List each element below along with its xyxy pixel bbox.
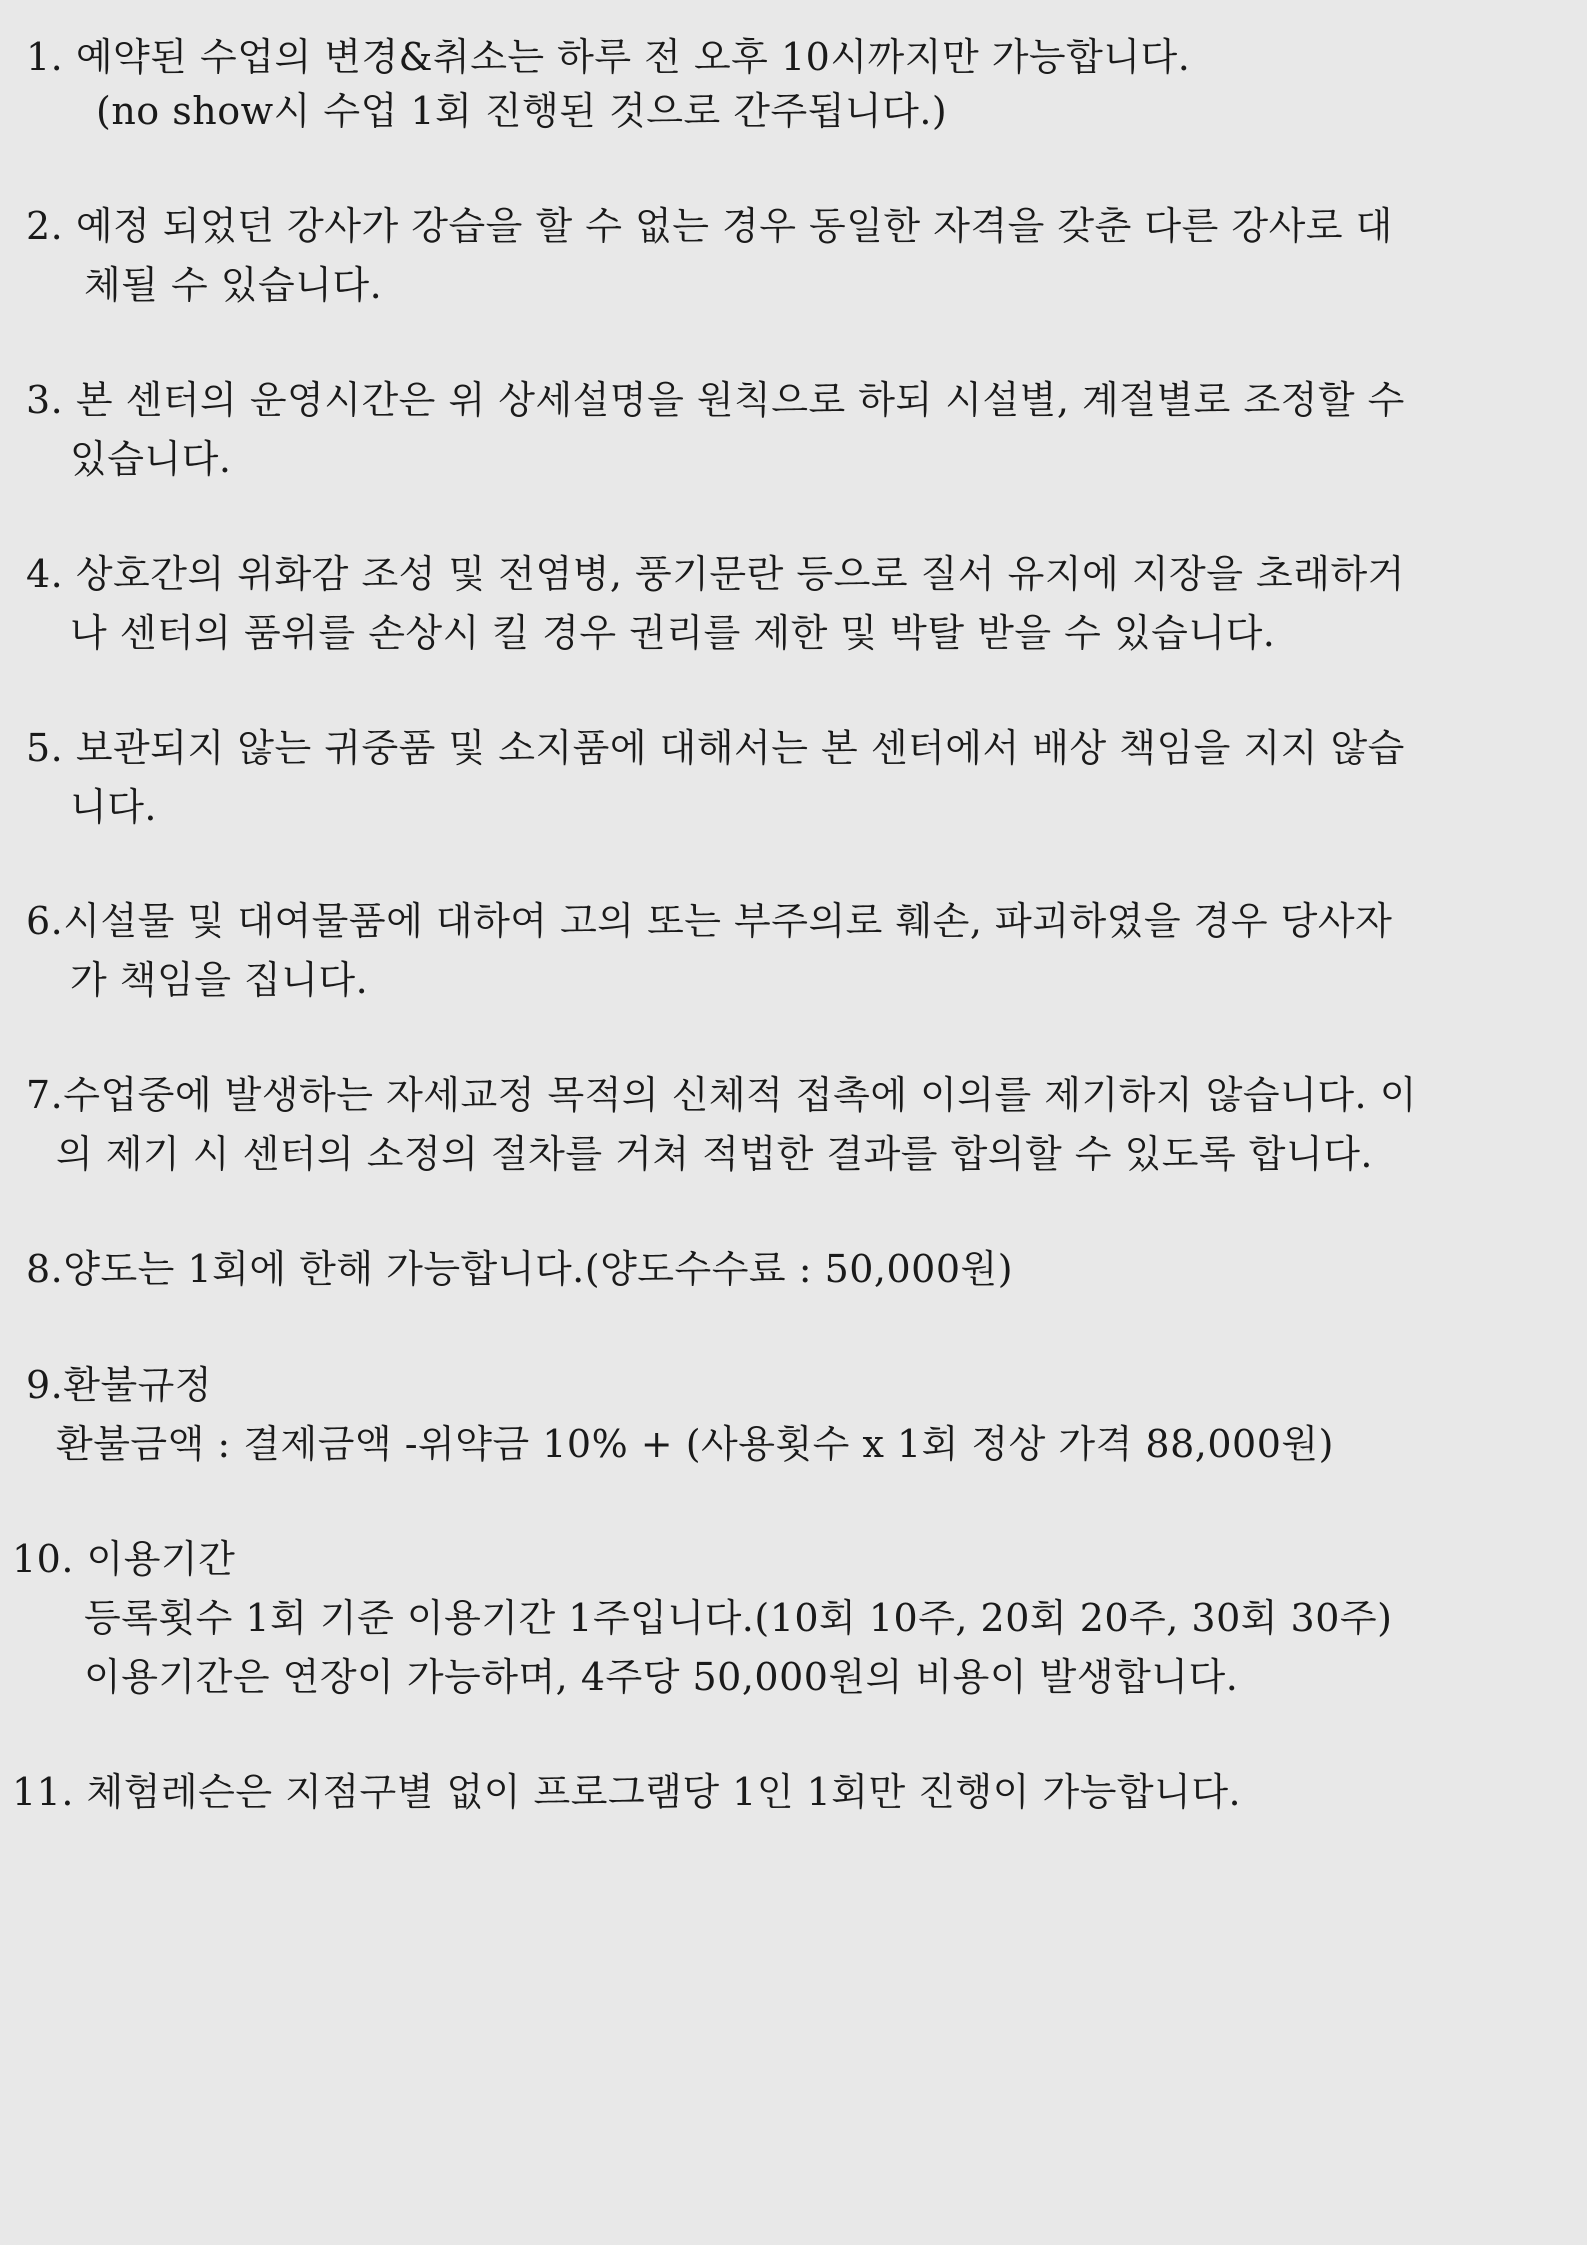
rule-6-line-2: 가 책임을 집니다. [70,958,369,1002]
rule-3-line-2: 있습니다. [70,437,232,481]
rule-2-line-1: 2. 예정 되었던 강사가 강습을 할 수 없는 경우 동일한 자격을 갖춘 다른 강사로 대 [26,204,1393,248]
rule-7-line-2: 의 제기 시 센터의 소정의 절차를 거쳐 적법한 결과를 합의할 수 있도록 합니다. [56,1132,1373,1176]
rule-3-line-1: 3. 본 센터의 운영시간은 위 상세설명을 원칙으로 하되 시설별, 계절별로 조정할 수 [26,378,1405,422]
rule-4-line-2: 나 센터의 품위를 손상시 킬 경우 권리를 제한 및 박탈 받을 수 있습니다. [70,611,1276,655]
rule-1-line-1: 1. 예약된 수업의 변경&취소는 하루 전 오후 10시까지만 가능합니다. [26,35,1191,79]
rule-6-line-1: 6.시설물 및 대여물품에 대하여 고의 또는 부주의로 훼손, 파괴하였을 경우 당사자 [26,899,1393,943]
rule-4-line-1: 4. 상호간의 위화감 조성 및 전염병, 풍기문란 등으로 질서 유지에 지장을 초래하거 [26,552,1405,596]
rule-2-line-2: 체될 수 있습니다. [84,263,383,307]
rule-5-line-1: 5. 보관되지 않는 귀중품 및 소지품에 대해서는 본 센터에서 배상 책임을 지지 않습 [26,726,1405,770]
rule-10-heading: 10. 이용기간 [12,1537,236,1581]
rule-10-line-2: 등록횟수 1회 기준 이용기간 1주입니다.(10회 10주, 20회 20주, 30회 30주) [84,1596,1393,1640]
rule-5-line-2: 니다. [70,785,157,829]
rule-8-line-1: 8.양도는 1회에 한해 가능합니다.(양도수수료 : 50,000원) [26,1247,1014,1291]
rule-9-refund-formula: 환불금액 : 결제금액 -위약금 10% + (사용횟수 x 1회 정상 가격 88,000원) [56,1422,1334,1466]
rule-7-line-1: 7.수업중에 발생하는 자세교정 목적의 신체적 접촉에 이의를 제기하지 않습니다. 이 [26,1073,1417,1117]
rule-11-line-1: 11. 체험레슨은 지점구별 없이 프로그램당 1인 1회만 진행이 가능합니다. [12,1770,1242,1814]
rule-1-line-2: (no show시 수업 1회 진행된 것으로 간주됩니다.) [96,89,948,133]
rule-10-line-3: 이용기간은 연장이 가능하며, 4주당 50,000원의 비용이 발생합니다. [84,1655,1239,1699]
rule-9-heading: 9.환불규정 [26,1363,213,1407]
